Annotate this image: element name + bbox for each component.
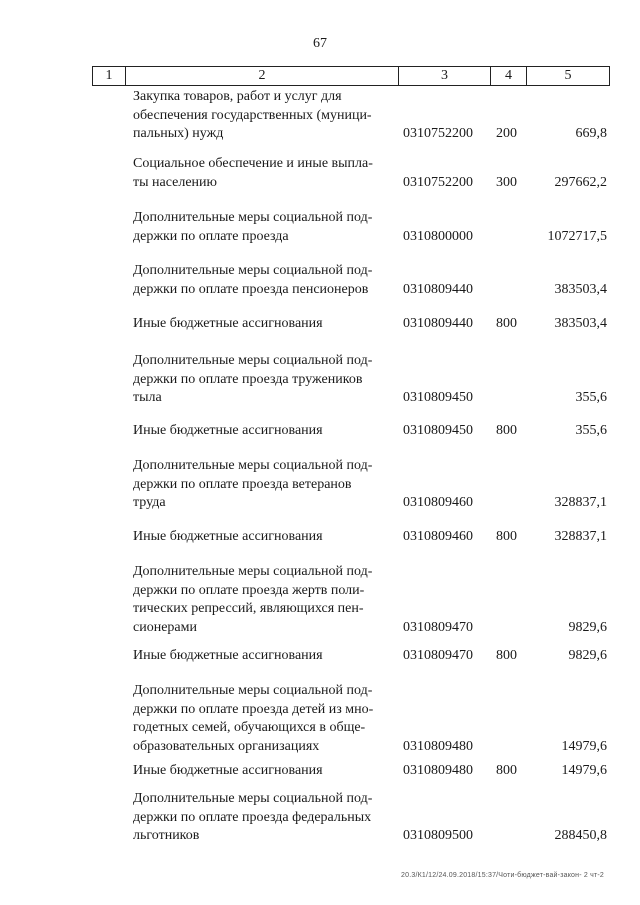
header-col-2: 2: [126, 67, 399, 85]
row-description-line: годетных семей, обучающихся в обще-: [133, 720, 366, 735]
row-description-line: Иные бюджетные ассигнования: [133, 316, 323, 331]
row-description: [133, 457, 395, 513]
page-number: 67: [313, 36, 327, 51]
row-description-line: держки по оплате проезда пенсионеров: [133, 281, 369, 297]
row-description-line: держки по оплате проезда жертв поли-: [133, 582, 365, 598]
row-amount: 383503,4: [554, 281, 607, 297]
row-expense-type: 200: [496, 126, 517, 141]
row-amount: 288450,8: [554, 828, 607, 843]
row-description: [133, 352, 395, 408]
row-code: 0310809460: [403, 495, 473, 510]
row-code: 0310809480: [403, 738, 473, 754]
row-amount: 14979,6: [561, 763, 607, 778]
row-description-line: сионерами: [133, 619, 197, 635]
row-description-line: Социальное обеспечение и иные выпла-: [133, 156, 373, 171]
row-description: [133, 155, 395, 192]
row-description-line: тических репрессий, являющихся пен-: [133, 601, 364, 616]
row-code: 0310809440: [403, 316, 473, 331]
row-code: 0310752200: [403, 174, 473, 190]
row-description: [133, 315, 395, 334]
row-description-line: Дополнительные меры социальной под-: [133, 791, 373, 806]
row-code: 0310752200: [403, 126, 473, 141]
row-description-line: Иные бюджетные ассигнования: [133, 648, 323, 663]
row-code: 0310809440: [403, 281, 473, 297]
row-amount: 355,6: [575, 423, 607, 438]
row-code: 0310809470: [403, 619, 473, 635]
row-description-line: Иные бюджетные ассигнования: [133, 763, 323, 778]
row-description-line: Иные бюджетные ассигнования: [133, 529, 323, 544]
header-col-1: 1: [93, 67, 126, 85]
row-code: 0310800000: [403, 228, 473, 244]
row-amount: 669,8: [575, 126, 607, 141]
row-code: 0310809470: [403, 648, 473, 663]
row-description-line: держки по оплате проезда ветеранов: [133, 476, 352, 492]
row-code: 0310809450: [403, 390, 473, 405]
row-expense-type: 800: [496, 648, 517, 663]
row-description-line: Дополнительные меры социальной под-: [133, 683, 373, 698]
row-amount: 355,6: [575, 390, 607, 405]
row-description-line: держки по оплате проезда федеральных: [133, 809, 372, 825]
row-description: [133, 422, 395, 441]
row-description: [133, 563, 395, 637]
row-amount: 383503,4: [554, 316, 607, 331]
row-expense-type: 800: [496, 316, 517, 331]
row-amount: 14979,6: [561, 738, 607, 754]
row-description-line: образовательных организациях: [133, 738, 320, 754]
row-description-line: Дополнительные меры социальной под-: [133, 210, 373, 225]
header-col-4: 4: [491, 67, 527, 85]
row-description: [133, 647, 395, 666]
row-description-line: Дополнительные меры социальной под-: [133, 564, 373, 579]
row-description-line: тыла: [133, 390, 162, 405]
row-amount: 1072717,5: [547, 228, 607, 244]
row-description: [133, 682, 395, 756]
row-description: [133, 262, 395, 299]
row-description-line: Дополнительные меры социальной под-: [133, 458, 373, 473]
row-description: [133, 528, 395, 547]
row-amount: 9829,6: [568, 619, 607, 635]
row-description-line: пальных) нужд: [133, 126, 224, 141]
header-col-5: 5: [564, 68, 572, 83]
row-description-line: обеспечения государственных (муници-: [133, 107, 372, 123]
row-description-line: Иные бюджетные ассигнования: [133, 423, 323, 438]
footer-stamp: 20.3/К1/12/24.09.2018/15:37/Чоти-бюджет-вай-закон- 2 чт-2: [401, 872, 604, 879]
row-code: 0310809450: [403, 423, 473, 438]
row-description-line: держки по оплате проезда тружеников: [133, 371, 363, 387]
row-description-line: Дополнительные меры социальной под-: [133, 263, 373, 278]
row-description: [133, 762, 395, 781]
row-expense-type: 800: [496, 529, 517, 544]
row-description-line: держки по оплате проезда: [133, 228, 289, 244]
row-amount: 9829,6: [568, 648, 607, 663]
row-description-line: ты населению: [133, 174, 217, 190]
table-header: [92, 66, 610, 86]
row-expense-type: 800: [496, 423, 517, 438]
row-expense-type: 800: [496, 763, 517, 778]
row-code: 0310809460: [403, 529, 473, 544]
row-amount: 297662,2: [554, 174, 607, 190]
row-amount: 328837,1: [554, 529, 607, 544]
row-description: [133, 88, 395, 144]
row-description: [133, 790, 395, 846]
row-description-line: держки по оплате проезда детей из мно-: [133, 701, 374, 717]
row-description-line: Закупка товаров, работ и услуг для: [133, 89, 342, 104]
row-code: 0310809500: [403, 828, 473, 843]
row-description-line: Дополнительные меры социальной под-: [133, 353, 373, 368]
row-code: 0310809480: [403, 763, 473, 778]
header-col-3: 3: [399, 67, 491, 85]
row-description-line: труда: [133, 495, 166, 510]
row-amount: 328837,1: [554, 495, 607, 510]
row-description-line: льготников: [133, 828, 200, 843]
row-description: [133, 209, 395, 246]
row-expense-type: 300: [496, 174, 517, 190]
